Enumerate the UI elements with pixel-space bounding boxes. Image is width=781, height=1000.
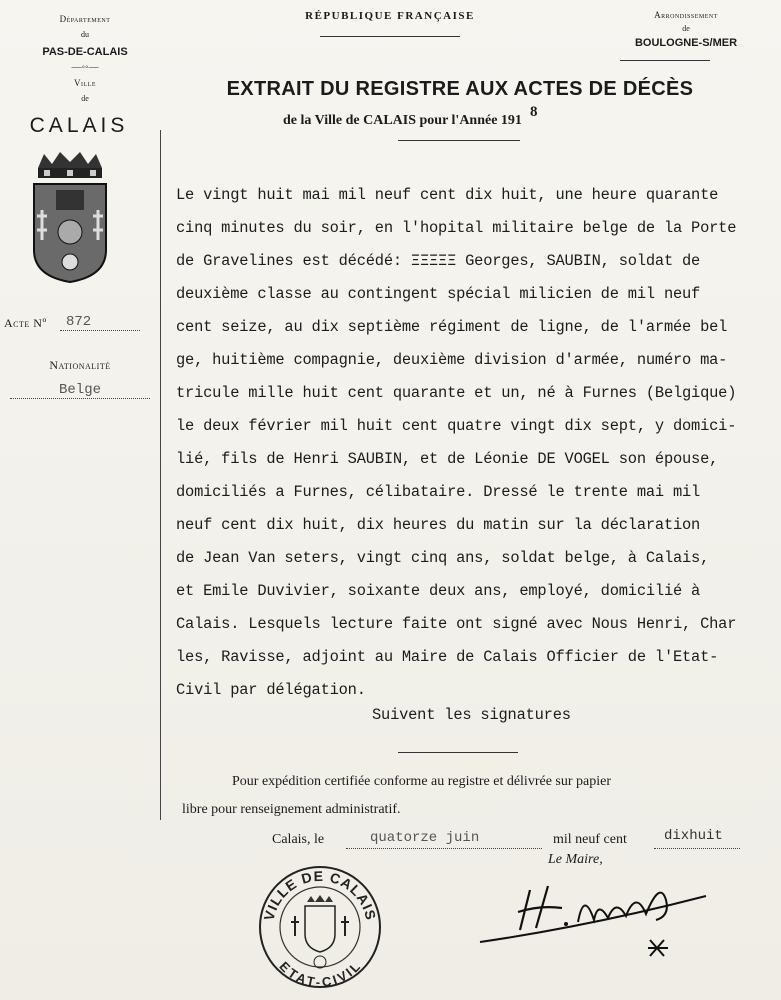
footer-line-1: Pour expédition certifiée conforme au registre et délivrée sur papier: [232, 774, 612, 789]
date-value: quatorze juin: [370, 830, 480, 846]
divider: [398, 752, 518, 753]
mayor-signature: [470, 860, 710, 970]
arr-name: BOULOGNE-S/MER: [634, 37, 738, 49]
body-line: cinq minutes du soir, en l'hopital militaire belge de la Porte: [176, 219, 737, 237]
civil-stamp-icon: [255, 862, 385, 992]
city-name: CALAIS: [29, 114, 129, 137]
svg-text:VILLE DE CALAIS: [261, 868, 380, 922]
arr-label: Arrondissement: [654, 10, 718, 20]
acte-number: 872: [66, 314, 92, 330]
ville-label: Ville: [74, 78, 96, 88]
body-line: cent seize, au dix septième régiment de ligne, de l'armée bel: [176, 318, 728, 336]
stamp-top-text: VILLE DE CALAIS: [260, 867, 380, 923]
body-line: Civil par délégation.: [176, 681, 366, 699]
body-line: les, Ravisse, adjoint au Maire de Calais Officier de l'Etat-: [176, 648, 719, 666]
nationalite-value: Belge: [58, 382, 101, 398]
body-line: et Emile Duvivier, soixante deux ans, employé, domicilié à: [176, 582, 701, 600]
ville-de: de: [81, 94, 89, 103]
subtitle-prefix: de la Ville de CALAIS pour l'Année 191: [283, 113, 522, 128]
dept-name: PAS-DE-CALAIS: [42, 46, 128, 58]
body-line: le deux février mil huit cent quatre vingt dix sept, y domici-: [176, 417, 737, 435]
body-line: Le vingt huit mai mil neuf cent dix huit, une heure quarante: [176, 186, 719, 204]
footer-line-2: libre pour renseignement administratif.: [182, 802, 401, 817]
place-prefix: Calais, le: [272, 832, 325, 847]
divider: [398, 140, 520, 141]
body-line: de Gravelines est décédé: ΞΞΞΞΞ Georges, SAUBIN, soldat de: [176, 252, 701, 270]
body-line: domiciliés a Furnes, célibataire. Dressé le trente mai mil: [176, 483, 701, 501]
dept-label: Département: [59, 14, 111, 24]
dept-du: du: [81, 30, 89, 39]
arr-de: de: [682, 24, 690, 33]
year-dots: [654, 848, 740, 849]
signatures-line: Suivent les signatures: [372, 706, 571, 724]
divider: [320, 36, 460, 37]
republique: RÉPUBLIQUE FRANÇAISE: [305, 10, 475, 22]
page-title: EXTRAIT DU REGISTRE AUX ACTES DE DÉCÈS: [226, 78, 694, 100]
body-line: Calais. Lesquels lecture faite ont signé avec Nous Henri, Char: [176, 615, 737, 633]
coat-of-arms-icon: [30, 150, 110, 285]
mil-neuf-cent: mil neuf cent: [553, 832, 627, 847]
body-line: deuxième classe au contingent spécial milicien de mil neuf: [176, 285, 701, 303]
maire-label: Le Maire,: [548, 852, 603, 867]
body-line: lié, fils de Henri SAUBIN, et de Léonie DE VOGEL son épouse,: [176, 450, 719, 468]
page-subtitle: [283, 104, 538, 129]
nationalite-label: Nationalité: [49, 358, 111, 372]
body-line: de Jean Van seters, vingt cinq ans, soldat belge, à Calais,: [176, 549, 710, 567]
body-line: ge, huitième compagnie, deuxième division d'armée, numéro ma-: [176, 351, 728, 369]
margin-line: [160, 130, 161, 820]
acte-label: Acte Nº: [4, 316, 47, 330]
body-line: neuf cent dix huit, dix heures du matin sur la déclaration: [176, 516, 701, 534]
divider: [620, 60, 710, 61]
nationalite-dots: [10, 398, 150, 399]
svg-text:ETAT-CIVIL: [277, 959, 364, 990]
date-dots: [346, 848, 542, 849]
year-value: dixhuit: [664, 828, 723, 844]
body-line: tricule mille huit cent quarante et un, né à Furnes (Belgique): [176, 384, 737, 402]
stamp-bottom-text: ETAT-CIVIL: [276, 958, 364, 990]
acte-dots: [60, 330, 140, 331]
ornament: —◦◦—: [71, 62, 99, 73]
subtitle-year-digit: 8: [529, 104, 538, 120]
